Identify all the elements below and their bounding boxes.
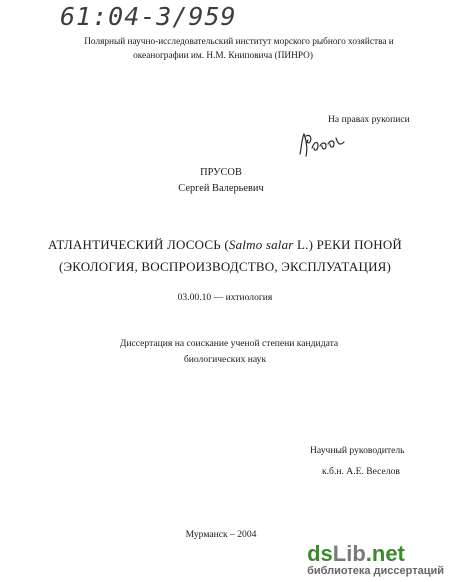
title-latin: Salmo salar (228, 237, 294, 252)
watermark-logo-ds: ds (307, 541, 333, 566)
manuscript-note: На правах рукописи (328, 114, 410, 125)
dslib-watermark (307, 543, 444, 578)
author-name: Сергей Валерьевич (178, 183, 264, 194)
city-year: Мурманск – 2004 (185, 529, 257, 540)
author-surname: ПРУСОВ (200, 167, 242, 178)
watermark-logo-tld: .net (365, 541, 405, 566)
degree-line-1: Диссертация на соискание ученой степени кандидата (119, 338, 339, 349)
institution-line-2: океанографии им. Н.М. Книповича (ПИНРО) (133, 51, 313, 61)
title-part-1: АТЛАНТИЧЕСКИЙ ЛОСОСЬ ( (47, 237, 229, 252)
archive-number: 61:04-3/959 (60, 2, 237, 31)
watermark-logo (307, 543, 444, 565)
supervisor-label: Научный руководитель (310, 445, 405, 456)
title-part-2: L.) РЕКИ ПОНОЙ (293, 237, 403, 252)
signature (296, 130, 348, 160)
dissertation-title-line-1 (0, 237, 450, 253)
degree-line-2: биологических наук (183, 354, 267, 365)
specialty: 03.00.10 — ихтиология (177, 292, 273, 303)
dissertation-title-line-2: (ЭКОЛОГИЯ, ВОСПРОИЗВОДСТВО, ЭКСПЛУАТАЦИЯ) (58, 259, 392, 274)
watermark-subtitle: библиотека диссертаций (307, 565, 444, 577)
watermark-logo-lib: Lib (332, 541, 366, 566)
institution-line-1: Полярный научно-исследовательский институт морского рыбного хозяйства и (84, 37, 394, 47)
watermark-logo-main (307, 541, 366, 566)
supervisor-name: к.б.н. А.Е. Веселов (322, 466, 400, 477)
